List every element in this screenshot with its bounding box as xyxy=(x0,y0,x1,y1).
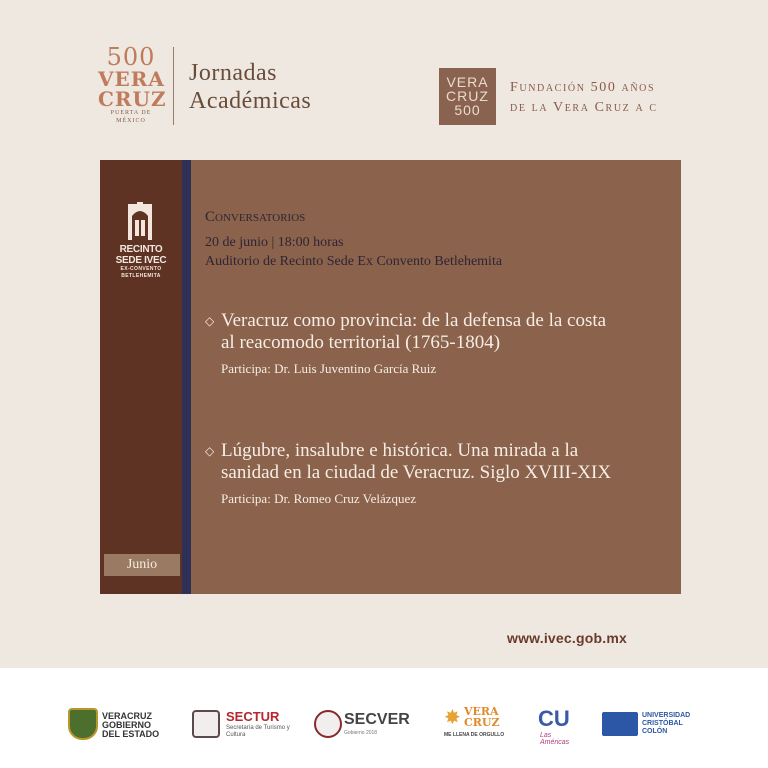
badge-line-3: 500 xyxy=(454,102,481,118)
talk-title xyxy=(205,440,621,484)
card-left-column xyxy=(100,160,182,594)
vera-cruz-500-badge xyxy=(439,68,496,125)
veracruz-gobierno-text: VERACRUZ GOBIERNO DEL ESTADO xyxy=(102,711,160,739)
website-link[interactable]: www.ivec.gob.mx xyxy=(507,630,627,646)
sectur-subtitle: Secretaría de Turismo y Cultura xyxy=(226,725,290,738)
logo-cruz-word: CRUZ xyxy=(98,87,167,111)
recinto-label xyxy=(106,244,176,280)
veracruz-shield-icon xyxy=(68,708,98,740)
recinto-name: RECINTO SEDE IVEC xyxy=(115,244,167,266)
sectur-name: SECTUR xyxy=(226,709,280,724)
month-label: Junio xyxy=(104,554,180,576)
sectur-logo xyxy=(192,706,290,742)
secver-logo xyxy=(314,706,414,742)
talk-title-text: Veracruz como provincia: de la defensa de la costa al reacomodo territorial (1765-1804) xyxy=(221,310,607,353)
logo-500-number: 500 xyxy=(106,43,156,71)
logo-subtitle: PUERTA DE MÉXICO xyxy=(110,110,152,124)
talk-item xyxy=(205,440,621,508)
veracruz-gobierno-logo xyxy=(68,706,168,742)
secver-name: SECVER xyxy=(344,711,410,728)
veracruz-brand-name: VERA CRUZ xyxy=(464,705,500,729)
talk-title-text: Lúgubre, insalubre e histórica. Una mirada a la sanidad en la ciudad de Veracruz. Siglo XVIII-XIX xyxy=(221,440,612,483)
veracruz-brand-logo xyxy=(444,706,508,742)
fundacion-text xyxy=(510,78,658,118)
page-title xyxy=(189,59,311,115)
building-icon xyxy=(127,202,153,240)
sun-flower-icon: ✸ xyxy=(444,707,461,729)
cu-name: CU xyxy=(538,706,570,731)
ucc-name: UNIVERSIDAD CRISTÓBAL COLÓN xyxy=(642,712,691,735)
veracruz-brand-tagline: ME LLENA DE ORGULLO xyxy=(444,732,505,738)
diamond-bullet-icon: ◇ xyxy=(205,314,215,328)
cu-subtitle: Las Américas xyxy=(540,732,570,746)
title-line-1: Jornadas xyxy=(189,60,277,86)
card-stripe xyxy=(182,160,191,594)
fundacion-line-1: Fundación 500 años xyxy=(510,80,656,95)
talk-speaker: Participa: Dr. Luis Juventino García Ruiz xyxy=(221,361,437,376)
talk-speaker: Participa: Dr. Romeo Cruz Velázquez xyxy=(221,491,417,506)
event-place: Auditorio de Recinto Sede Ex Convento Betlehemita xyxy=(205,254,503,269)
badge-line-1: VERA xyxy=(446,74,489,90)
fundacion-line-2: de la Vera Cruz a c xyxy=(510,100,658,115)
header-divider xyxy=(173,47,174,125)
diamond-bullet-icon: ◇ xyxy=(205,444,215,458)
cu-americas-logo xyxy=(536,706,580,746)
veracruz-500-logo xyxy=(98,43,167,125)
event-date: 20 de junio | 18:00 horas xyxy=(205,235,344,250)
sectur-badge-icon xyxy=(192,710,220,738)
talk-title xyxy=(205,310,621,354)
logo-vera-word: VERA xyxy=(98,67,165,91)
title-line-2: Académicas xyxy=(189,88,312,114)
badge-line-2: CRUZ xyxy=(446,88,489,104)
event-card xyxy=(100,160,681,594)
event-category: Conversatorios xyxy=(205,209,306,225)
secver-subtitle: Gobierno 2018 xyxy=(344,730,378,736)
ucc-emblem-icon xyxy=(602,712,638,736)
secver-seal-icon xyxy=(314,710,342,738)
talk-item xyxy=(205,310,621,378)
ex-convento-name: EX-CONVENTO BETLEHEMITA xyxy=(120,266,162,279)
ucc-logo xyxy=(602,706,702,742)
